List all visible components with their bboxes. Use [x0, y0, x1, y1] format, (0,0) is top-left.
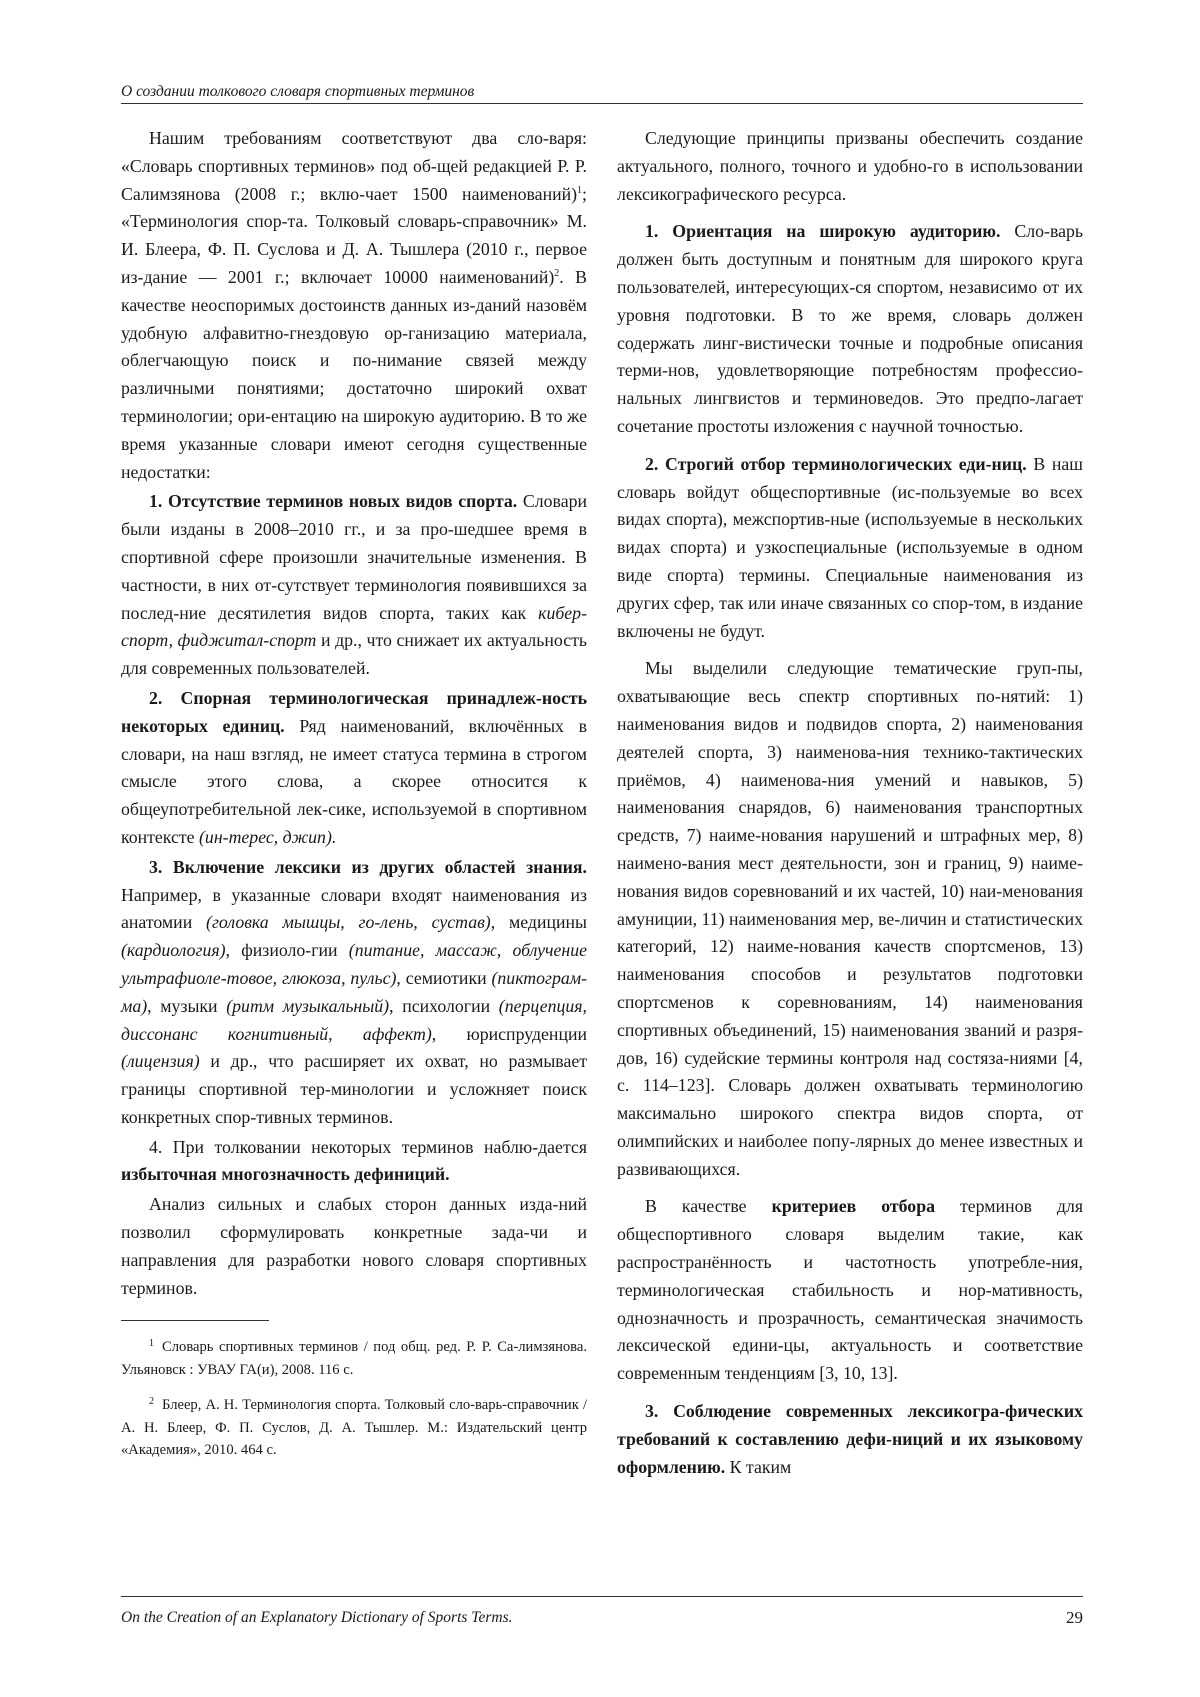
selection-criteria-term: критериев отбора: [771, 1196, 935, 1217]
drawback-1-heading: 1. Отсутствие терминов новых видов спорта.: [149, 491, 518, 512]
header-rule: [121, 103, 1083, 104]
principle-2-heading: 2. Строгий отбор терминологических еди-ниц.: [645, 453, 1027, 474]
analysis-paragraph: Анализ сильных и слабых сторон данных изда-ний позволил сформулировать конкретные зада-чи и направления для разработки нового словаря спортивных терминов.: [121, 1194, 587, 1298]
footer-rule: [121, 1596, 1083, 1597]
footnote-1: $^1$ Словарь спортивных терминов / под общ. ред. Р. Р. Са-лимзянова. Ульяновск : УВАУ ГА(и), 2008. 116 с.: [121, 1338, 587, 1378]
intro-paragraph: Нашим требованиям соответствуют два сло-варя: «Словарь спортивных терминов» под об-щей редакцией Р. Р. Салимзянова (2008 г.; вклю-чает 1500 наименований)$^1$; «Терминология спор-та. Толковый словарь-справочник» М. И. Блеера, Ф. П. Суслова и Д. А. Тышлера (2010 г., первое из-дание — 2001 г.; включает 10000 наименований)$^2$. В качестве неоспоримых достоинств данных из-даний назовём удобную алфавитно-гнездовую ор-ганизацию материала, облегчающую поиск и по-нимание связей между различными понятиями; достаточно широкий охват терминологии; ори-ентацию на широкую аудиторию. В то же время указанные словари имеют сегодня существенные недостатки:: [121, 128, 587, 482]
drawback-1: 1. Отсутствие терминов новых видов спорта. Словари были изданы в 2008–2010 гг., и за про-шедшее время в спортивной сфере произошли значительные изменения. В частности, в них от-сутствует терминология появившихся за послед-ние десятилетия видов спорта, таких как кибер-спорт, фиджитал-спорт и др., что снижает их актуальность для современных пользователей.: [121, 491, 588, 679]
footnote-ref-2[interactable]: 2: [554, 268, 560, 280]
principles-intro: Следующие принципы призваны обеспечить создание актуального, полного, точного и удобно-го в использовании лексикографического ресурса.: [617, 128, 1083, 204]
drawback-1-examples: кибер-спорт, фиджитал-спорт: [121, 602, 587, 651]
running-head: О создании толкового словаря спортивных терминов: [121, 83, 475, 100]
english-running-title: On the Creation of an Explanatory Dictionary of Sports Terms.: [121, 1609, 513, 1626]
left-column: [121, 125, 587, 1462]
footnote-2-mark: 2: [149, 1396, 154, 1408]
footnote-separator: [121, 1320, 269, 1321]
drawback-3: 3. Включение лексики из других областей знания. Например, в указанные словари входят наименования из анатомии (головка мышцы, го-лень, сустав), медицины (кардиология), физиоло-гии (питание, массаж, облучение ультрафиоле-товое, глюкоза, пульс), семиотики (пиктограм-ма), музыки (ритм музыкальный), психологии (перцепция, диссонанс когнитивный, аффект), юриспруденции (лицензия) и др., что расширяет их охват, но размывает границы спортивной тер-минологии и усложняет поиск конкретных спор-тивных терминов.: [121, 856, 588, 1127]
drawback-2-heading: 2. Спорная терминологическая принадлеж-ность некоторых единиц.: [121, 687, 587, 736]
drawback-2-examples: (ин-терес, джип).: [199, 826, 337, 847]
principle-3: 3. Соблюдение современных лексикогра-фических требований к составлению дефи-ниций и их языковому оформлению. К таким: [617, 1401, 1083, 1477]
running-foot: [121, 1605, 1083, 1631]
principle-3-heading: 3. Соблюдение современных лексикогра-фических требований к составлению дефи-ниций и их языковому оформлению.: [617, 1401, 1083, 1477]
drawback-2: 2. Спорная терминологическая принадлеж-ность некоторых единиц. Ряд наименований, включённых в словари, на наш взгляд, не имеет статуса термина в строгом смысле этого слова, а скорее относится к общеупотребительной лек-сике, используемой в спортивном контексте (ин-терес, джип).: [121, 687, 587, 847]
footnote-1-mark: 1: [149, 1338, 154, 1350]
page-number: 29: [1066, 1608, 1083, 1627]
selection-criteria-paragraph: В качестве критериев отбора терминов для общеспортивного словаря выделим такие, как распространённость и частотность употребле-ния, терминологическая стабильность и нор-мативность, однозначность и прозрачность, семантическая значимость лексической едини-цы, актуальность и соответствие современным тенденциям [3, 10, 13].: [617, 1196, 1083, 1384]
principle-1-heading: 1. Ориентация на широкую аудиторию.: [645, 221, 1001, 242]
thematic-groups-paragraph: Мы выделили следующие тематические груп-пы, охватывающие весь спектр спортивных по-нятий: 1) наименования видов и подвидов спорта, 2) наименования деятелей спорта, 3) наименова-ния технико-тактических приёмов, 4) наименова-ния умений и навыков, 5) наименования снарядов, 6) наименования транспортных средств, 7) наиме-нования нарушений и штрафных мер, 8) наимено-вания мест деятельности, зон и границ, 9) наиме-нования видов соревнований и их частей, 10) наи-менования амуниции, 11) наименования мер, ве-личин и статистических категорий, 12) наиме-нования качеств спортсменов, 13) наименования способов и результатов подготовки спортсменов к соревнованиям, 14) наименования спортивных объединений, 15) наименования званий и разря-дов, 16) судейские термины контроля над состяза-ниями [4, с. 114–123]. Словарь должен охватывать терминологию максимально широкого спектра видов спорта, от олимпийских и наиболее попу-лярных до менее известных и развивающихся.: [617, 658, 1083, 1179]
footnote-ref-1[interactable]: 1: [577, 184, 583, 196]
drawback-3-heading: 3. Включение лексики из других областей знания.: [149, 856, 587, 877]
right-column: [617, 125, 1083, 1481]
footnote-2: $^2$ Блеер, А. Н. Терминология спорта. Толковый сло-варь-справочник / А. Н. Блеер, Ф. П. Суслов, Д. А. Тышлер. М.: Издательский центр «Академия», 2010. 464 с.: [121, 1396, 587, 1459]
principle-1: 1. Ориентация на широкую аудиторию. Сло-варь должен быть доступным и понятным для широкого круга пользователей, интересующих-ся спортом, независимо от их уровня подготовки. В то же время, словарь должен содержать линг-вистически точные и подробные описания терми-нов, удовлетворяющие потребностям профессио-нальных лингвистов и терминоведов. Это предпо-лагает сочетание простоты изложения с научной точностью.: [617, 221, 1083, 436]
principle-2: 2. Строгий отбор терминологических еди-ниц. В наш словарь войдут общеспортивные (ис-пользуемые во всех видах спорта), межспортив-ные (используемые в нескольких видах спорта) и узкоспециальные (используемые в одном виде спорта) термины. Специальные наименования из других сфер, так или иначе связанных со спор-том, в издание включены не будут.: [617, 453, 1083, 641]
drawback-4: 4. При толковании некоторых терминов наблю-дается избыточная многозначность дефиниций.: [121, 1136, 587, 1185]
drawback-4-heading: избыточная многозначность дефиниций.: [121, 1164, 450, 1185]
